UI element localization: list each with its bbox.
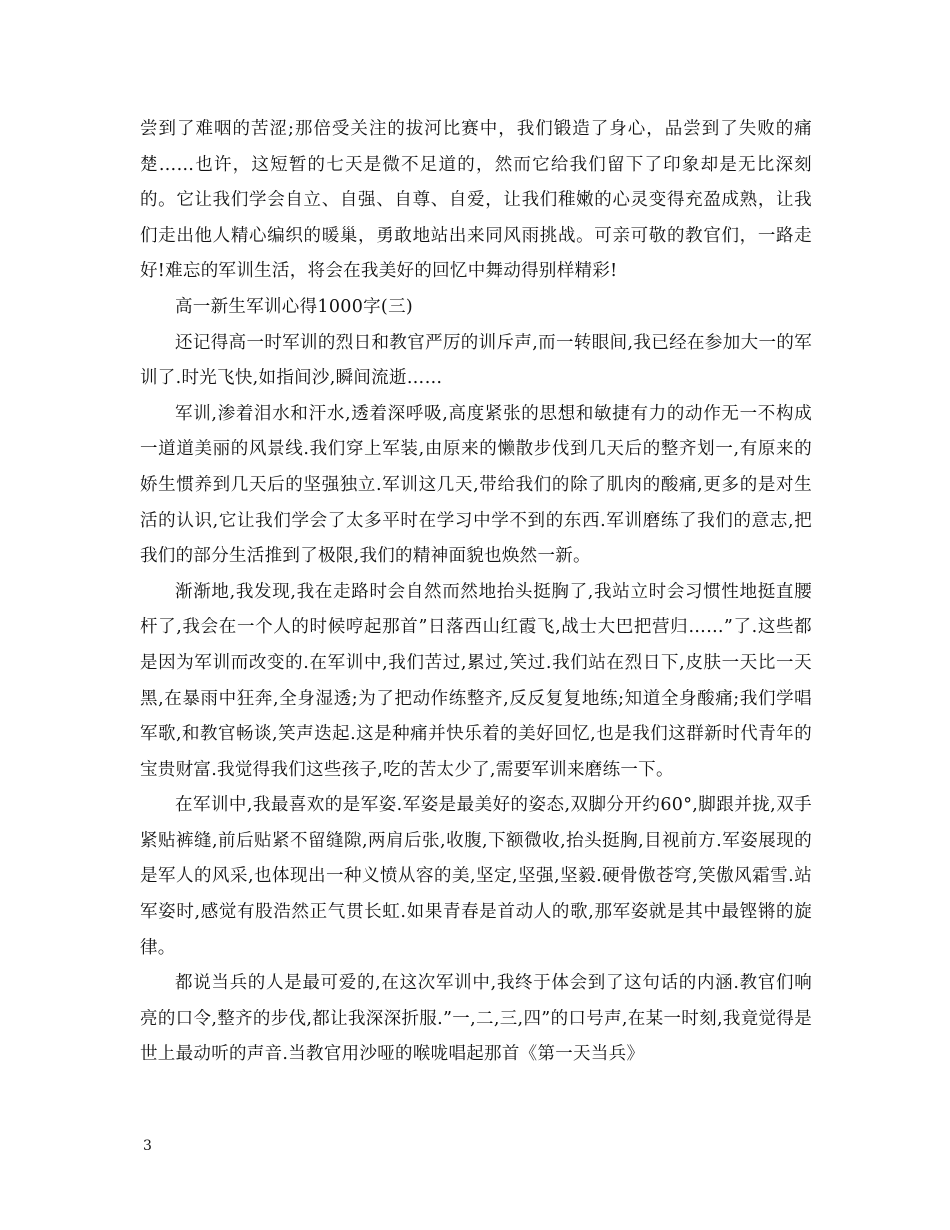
page-number: 3 [143, 1138, 152, 1154]
paragraph-posture: 在军训中,我最喜欢的是军姿.军姿是最美好的姿态,双脚分开约60°,脚跟并拢,双手紧贴裤缝,前后贴紧不留缝隙,两肩后张,收腹,下额微收,抬头挺胸,目视前方.军姿展现的是军人的风采,也体现出一种义愤从容的美,坚定,坚强,坚毅.硬骨傲苍穹,笑傲风霜雪.站军姿时,感觉有股浩然正气贯长虹.如果青春是首动人的歌,那军姿就是其中最铿锵的旋律。 [140, 795, 812, 958]
paragraph-intro: 还记得高一时军训的烈日和教官严厉的训斥声,而一转眼间,我已经在参加大一的军训了.时光飞快,如指间沙,瞬间流逝…… [140, 332, 812, 389]
paragraph-military-training: 军训,渗着泪水和汗水,透着深呼吸,高度紧张的思想和敏捷有力的动作无一不构成一道道美丽的风景线.我们穿上军装,由原来的懒散步伐到几天后的整齐划一,有原来的娇生惯养到几天后的坚强独立.军训这几天,带给我们的除了肌肉的酸痛,更多的是对生活的认识,它让我们学会了太多平时在学习中学不到的东西.军训磨练了我们的意志,把我们的部分生活推到了极限,我们的精神面貌也焕然一新。 [140, 403, 812, 567]
paragraph-changes: 渐渐地,我发现,我在走路时会自然而然地抬头挺胸了,我站立时会习惯性地挺直腰杆了,我会在一个人的时候哼起那首”日落西山红霞飞,战士大巴把营归……”了.这些都是因为军训而改变的.在军训中,我们苦过,累过,笑过.我们站在烈日下,皮肤一天比一天黑,在暴雨中狂奔,全身湿透;为了把动作练整齐,反反复复地练;知道全身酸痛;我们学唱军歌,和教官畅谈,笑声迭起.这是种痛并快乐着的美好回忆,也是我们这群新时代青年的宝贵财富.我觉得我们这些孩子,吃的苦太少了,需要军训来磨练一下。 [140, 581, 812, 780]
section-heading: 高一新生军训心得1000字(三) [175, 296, 413, 317]
paragraph-instructors: 都说当兵的人是最可爱的,在这次军训中,我终于体会到了这句话的内涵.教官们响亮的口令,整齐的步伐,都让我深深折服.”一,二,三,四”的口号声,在某一时刻,我竟觉得是世上最动听的声音.当教官用沙哑的喉咙唱起那首《第一天当兵》 [140, 973, 812, 1065]
paragraph-continuation: 尝到了难咽的苦涩;那倍受关注的拔河比赛中，我们锻造了身心，品尝到了失败的痛楚……也许，这短暂的七天是微不足道的，然而它给我们留下了印象却是无比深刻的。它让我们学会自立、自强、自尊、自爱，让我们稚嫩的心灵变得充盈成熟，让我们走出他人精心编织的暖巢，勇敢地站出来同风雨挑战。可亲可敬的教官们，一路走好!难忘的军训生活，将会在我美好的回忆中舞动得别样精彩! [140, 119, 812, 282]
document-body [140, 112, 812, 1073]
